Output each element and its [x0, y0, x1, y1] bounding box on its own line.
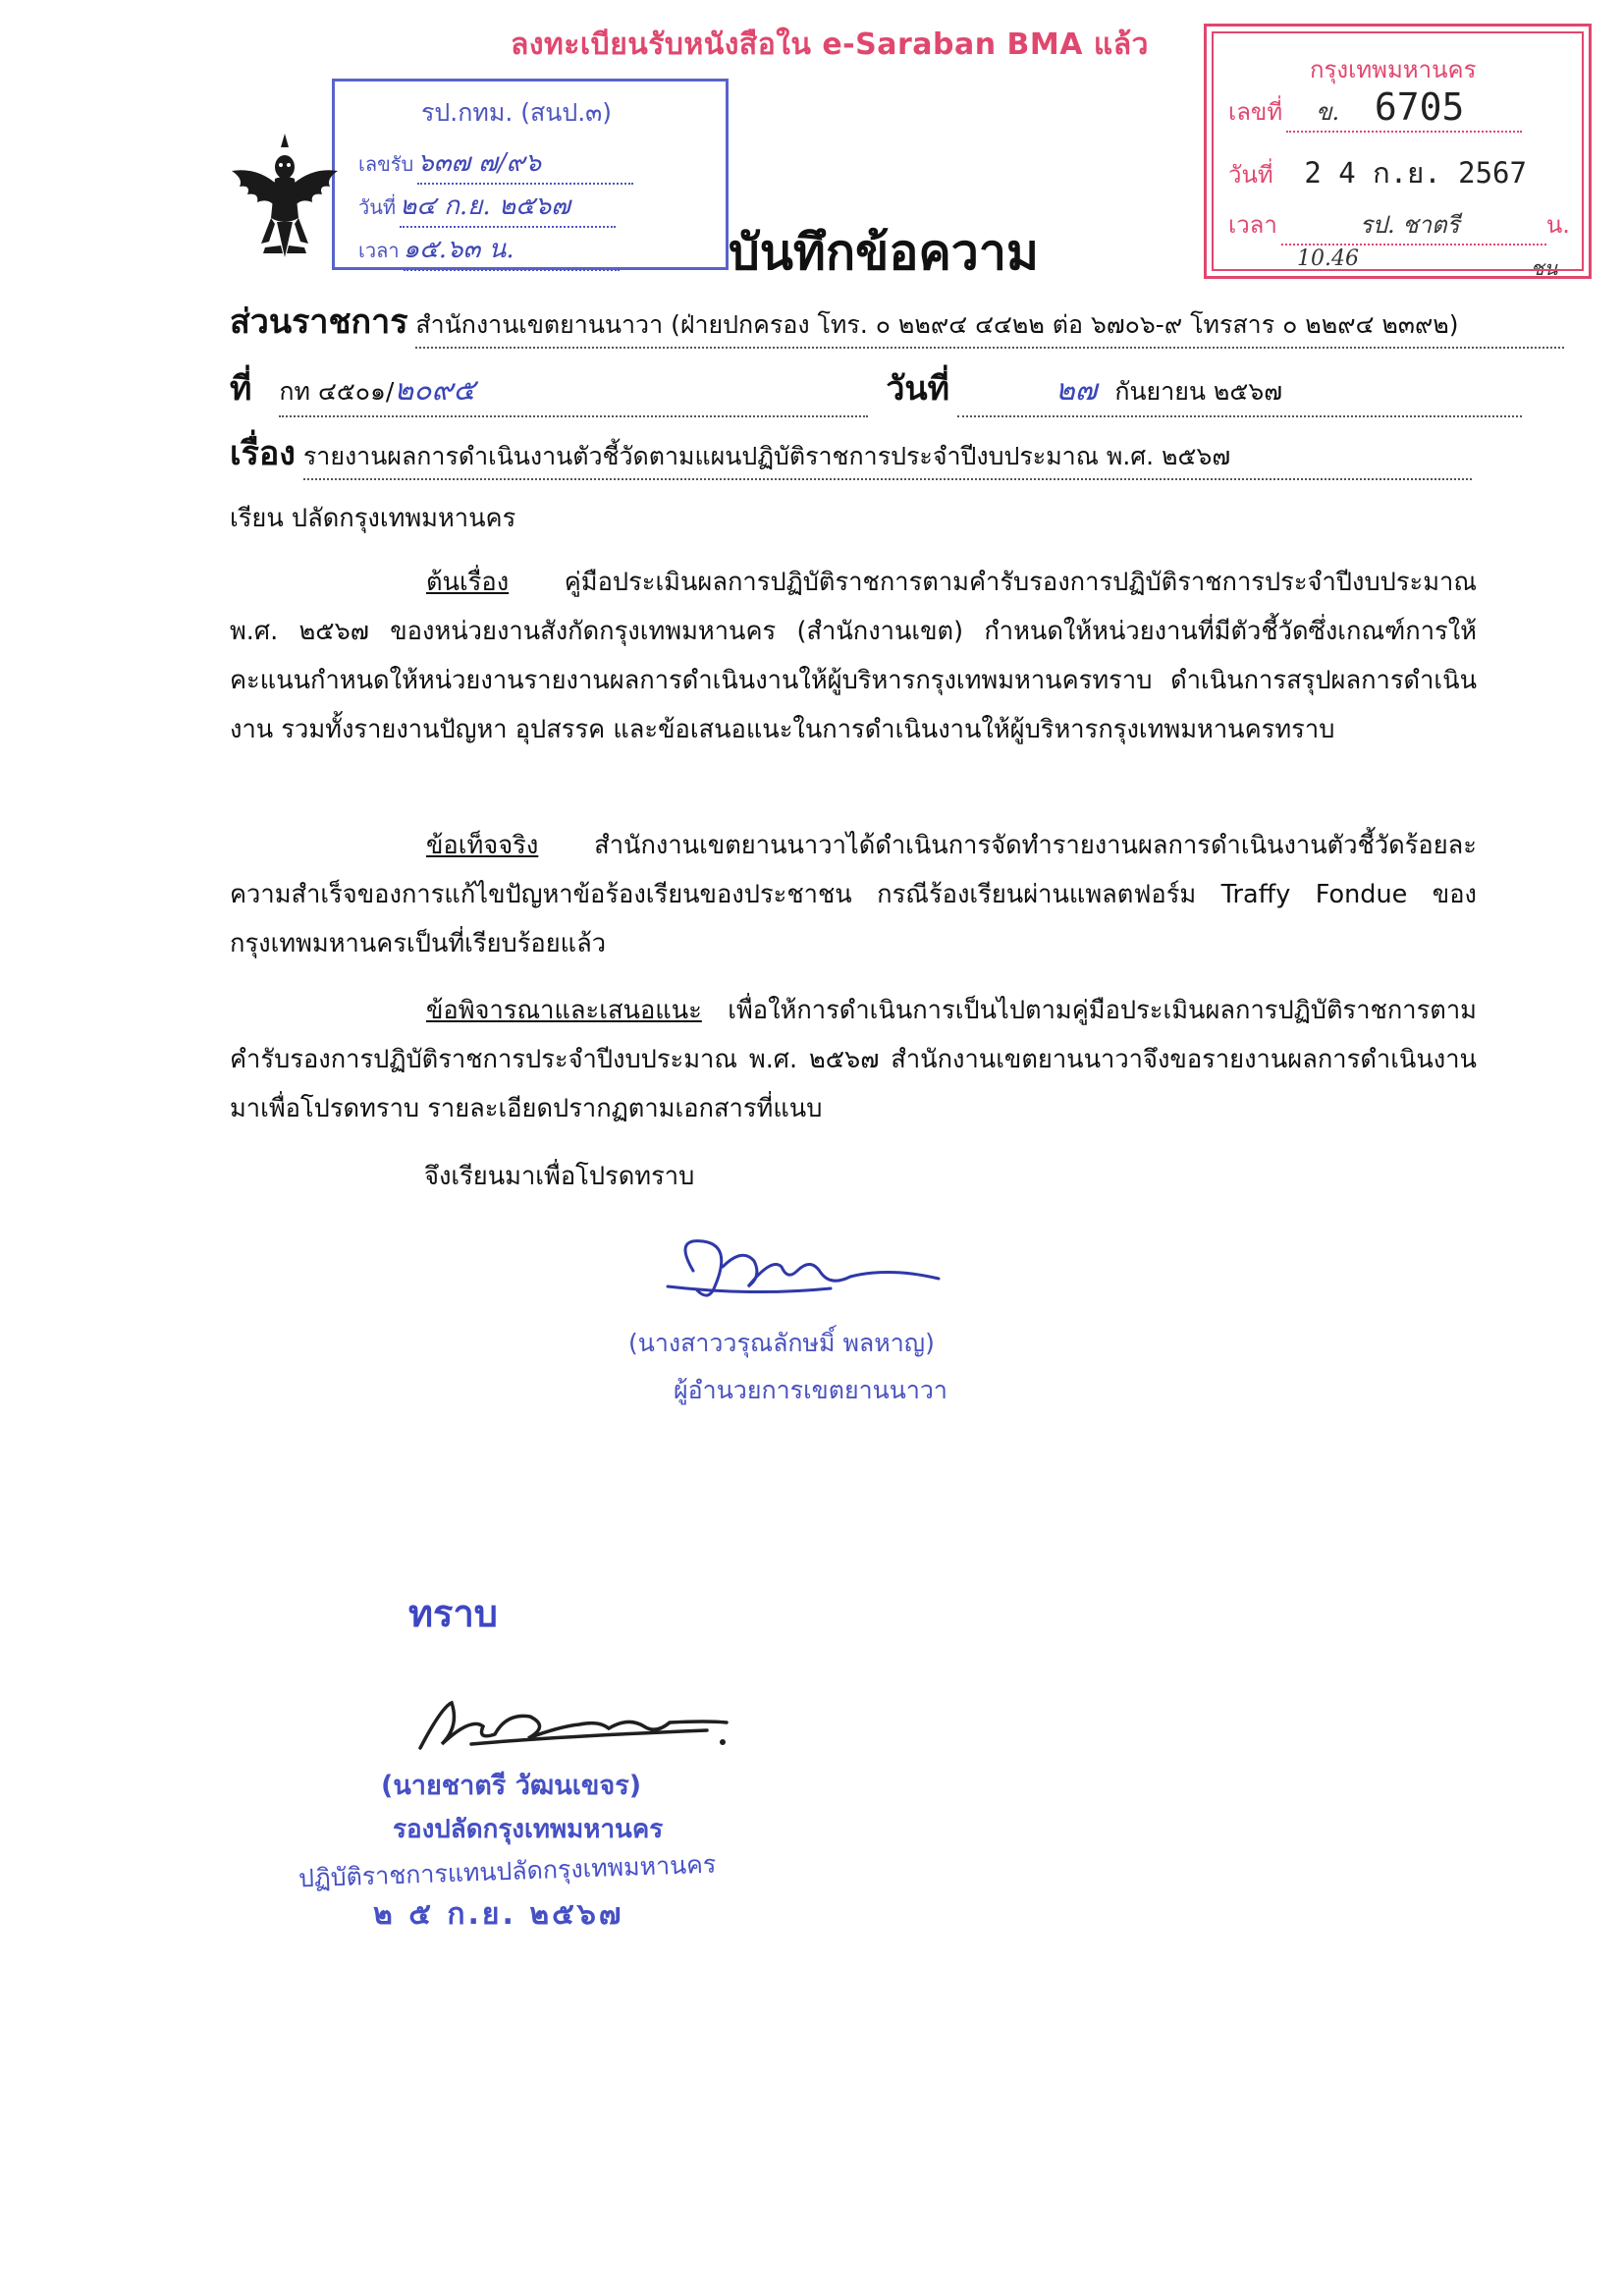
receipt-number-value: ๖๓๗ ๗/๙๖ [417, 142, 633, 185]
paragraph-background-text: คู่มือประเมินผลการปฏิบัติราชการตามคำรับรองการปฏิบัติราชการประจำปีงบประมาณ พ.ศ. ๒๕๖๗ ของหน่วยงานสังกัดกรุงเทพมหานคร (สำนักงานเขต) กำหนดให้หน่วยงานที่มีตัวชี้วัดซึ่งเกณฑ์การให้คะแนนกำหนดให้หน่วยงานรายงานผลการดำเนินงานให้ผู้บริหารกรุงเทพมหานครทราบ ดำเนินการสรุปผลการดำเนินงาน รวมทั้งรายงานปัญหา อุปสรรค และข้อเสนอแนะในการดำเนินงานให้ผู้บริหารกรุงเทพมหานครทราบ [230, 568, 1477, 744]
subject-value: รายงานผลการดำเนินงานตัวชี้วัดตามแผนปฏิบัติราชการประจำปีงบประมาณ พ.ศ. ๒๕๖๗ [303, 437, 1472, 480]
bma-time-field [1281, 205, 1546, 246]
receipt-number-row [358, 142, 633, 185]
signer-director-name: (นางสาววรุณลักษมิ์ พลหาญ) [628, 1329, 935, 1357]
bma-time-row [1228, 205, 1570, 246]
bma-extra-time: 10.46 [1297, 246, 1359, 271]
paragraph-background-heading: ต้นเรื่อง [426, 568, 510, 597]
bma-initial: ชน [1531, 256, 1558, 280]
garuda-emblem-icon [226, 128, 344, 265]
receipt-time-label: เวลา [358, 239, 400, 262]
paragraph-recommendation-heading: ข้อพิจารณาและเสนอแนะ [426, 996, 702, 1025]
bma-stamp-org: กรุงเทพมหานคร [1310, 56, 1477, 83]
paragraph-recommendation-text: เพื่อให้การดำเนินการเป็นไปตามคู่มือประเมินผลการปฏิบัติราชการตามคำรับรองการปฏิบัติราชการประจำปีงบประมาณ พ.ศ. ๒๕๖๗ สำนักงานเขตยานนาวาจึงขอรายงานผลการดำเนินงานมาเพื่อโปรดทราบ รายละเอียดปรากฏตามเอกสารที่แนบ [230, 996, 1477, 1123]
bma-date-row [1228, 150, 1527, 195]
receipt-number-label: เลขรับ [358, 152, 414, 176]
date-value: กันยายน ๒๕๖๗ [1114, 377, 1282, 406]
paragraph-background [230, 558, 1477, 754]
reference-field [279, 367, 868, 417]
bma-number-value: 6705 [1374, 85, 1465, 129]
bma-time-label: เวลา [1228, 211, 1277, 239]
endorsement-signer-position: รองปลัดกรุงเทพมหานคร [393, 1815, 664, 1844]
receipt-stamp [332, 79, 729, 270]
endorsement-acting-for: ปฏิบัติราชการแทนปลัดกรุงเทพมหานคร [298, 1849, 717, 1893]
paragraph-facts-heading: ข้อเท็จจริง [426, 831, 539, 860]
bma-time-suffix: น. [1545, 211, 1570, 239]
reference-label: ที่ [230, 369, 252, 409]
date-day: ๒๗ [1055, 373, 1098, 408]
reference-hand-number: ๒๐๙๕ [394, 373, 476, 408]
endorsement-note: ทราบ [408, 1592, 498, 1635]
department-value: สำนักงานเขตยานนาวา (ฝ่ายปกครอง โทร. ๐ ๒๒๙๔ ๔๔๒๒ ต่อ ๖๗๐๖-๙ โทรสาร ๐ ๒๒๙๔ ๒๓๙๒) [415, 305, 1564, 349]
reference-line [230, 361, 1522, 417]
receipt-time-value: ๑๕.๖๓ น. [404, 229, 620, 271]
endorsement-date: ๒ ๕ ก.ย. ๒๕๖๗ [373, 1897, 624, 1932]
bma-number-label: เลขที่ [1228, 98, 1283, 126]
signer-director-position: ผู้อำนวยการเขตยานนาวา [674, 1376, 947, 1404]
registration-note: ลงทะเบียนรับหนังสือใน e-Saraban BMA แล้ว [511, 27, 1149, 62]
bma-number-prefix: ข. [1316, 98, 1340, 126]
department-label: ส่วนราชการ [230, 302, 408, 342]
bma-date-value: 2 4 ก.ย. 2567 [1304, 156, 1527, 190]
closing: จึงเรียนมาเพื่อโปรดทราบ [424, 1162, 695, 1191]
paragraph-recommendation [230, 986, 1477, 1133]
reference-value: กท ๔๕๐๑/ [279, 377, 395, 406]
receipt-date-label: วันที่ [358, 195, 397, 219]
receipt-time-row [358, 229, 620, 271]
bma-time-value: รป. ชาตรี [1359, 211, 1460, 239]
bma-number-field [1286, 85, 1522, 133]
subject-line [230, 426, 1472, 480]
receipt-date-row [358, 186, 616, 228]
subject-label: เรื่อง [230, 434, 296, 473]
signature-director-icon [664, 1228, 948, 1316]
bma-receipt-stamp [1204, 24, 1592, 279]
department-line [230, 295, 1564, 349]
date-field [957, 367, 1522, 417]
salutation: เรียน ปลัดกรุงเทพมหานคร [230, 504, 516, 533]
bma-number-row [1228, 85, 1522, 133]
date-label: วันที่ [886, 369, 950, 409]
bma-date-label: วันที่ [1228, 161, 1273, 189]
memo-title: บันทึกข้อความ [729, 224, 1039, 281]
signature-deputy-icon [412, 1687, 736, 1766]
endorsement-signer-name: (นายชาตรี วัฒนเขจร) [381, 1771, 642, 1801]
paragraph-facts-text: สำนักงานเขตยานนาวาได้ดำเนินการจัดทำรายงานผลการดำเนินงานตัวชี้วัดร้อยละความสำเร็จของการแก้ไขปัญหาข้อร้องเรียนของประชาชน กรณีร้องเรียนผ่านแพลตฟอร์ม Traffy Fondue ของกรุงเทพมหานครเป็นที่เรียบร้อยแล้ว [230, 831, 1477, 958]
paragraph-facts [230, 821, 1477, 968]
receipt-date-value: ๒๔ ก.ย. ๒๕๖๗ [400, 186, 616, 228]
receipt-stamp-office: รป.กทม. (สนป.๓) [421, 98, 612, 127]
